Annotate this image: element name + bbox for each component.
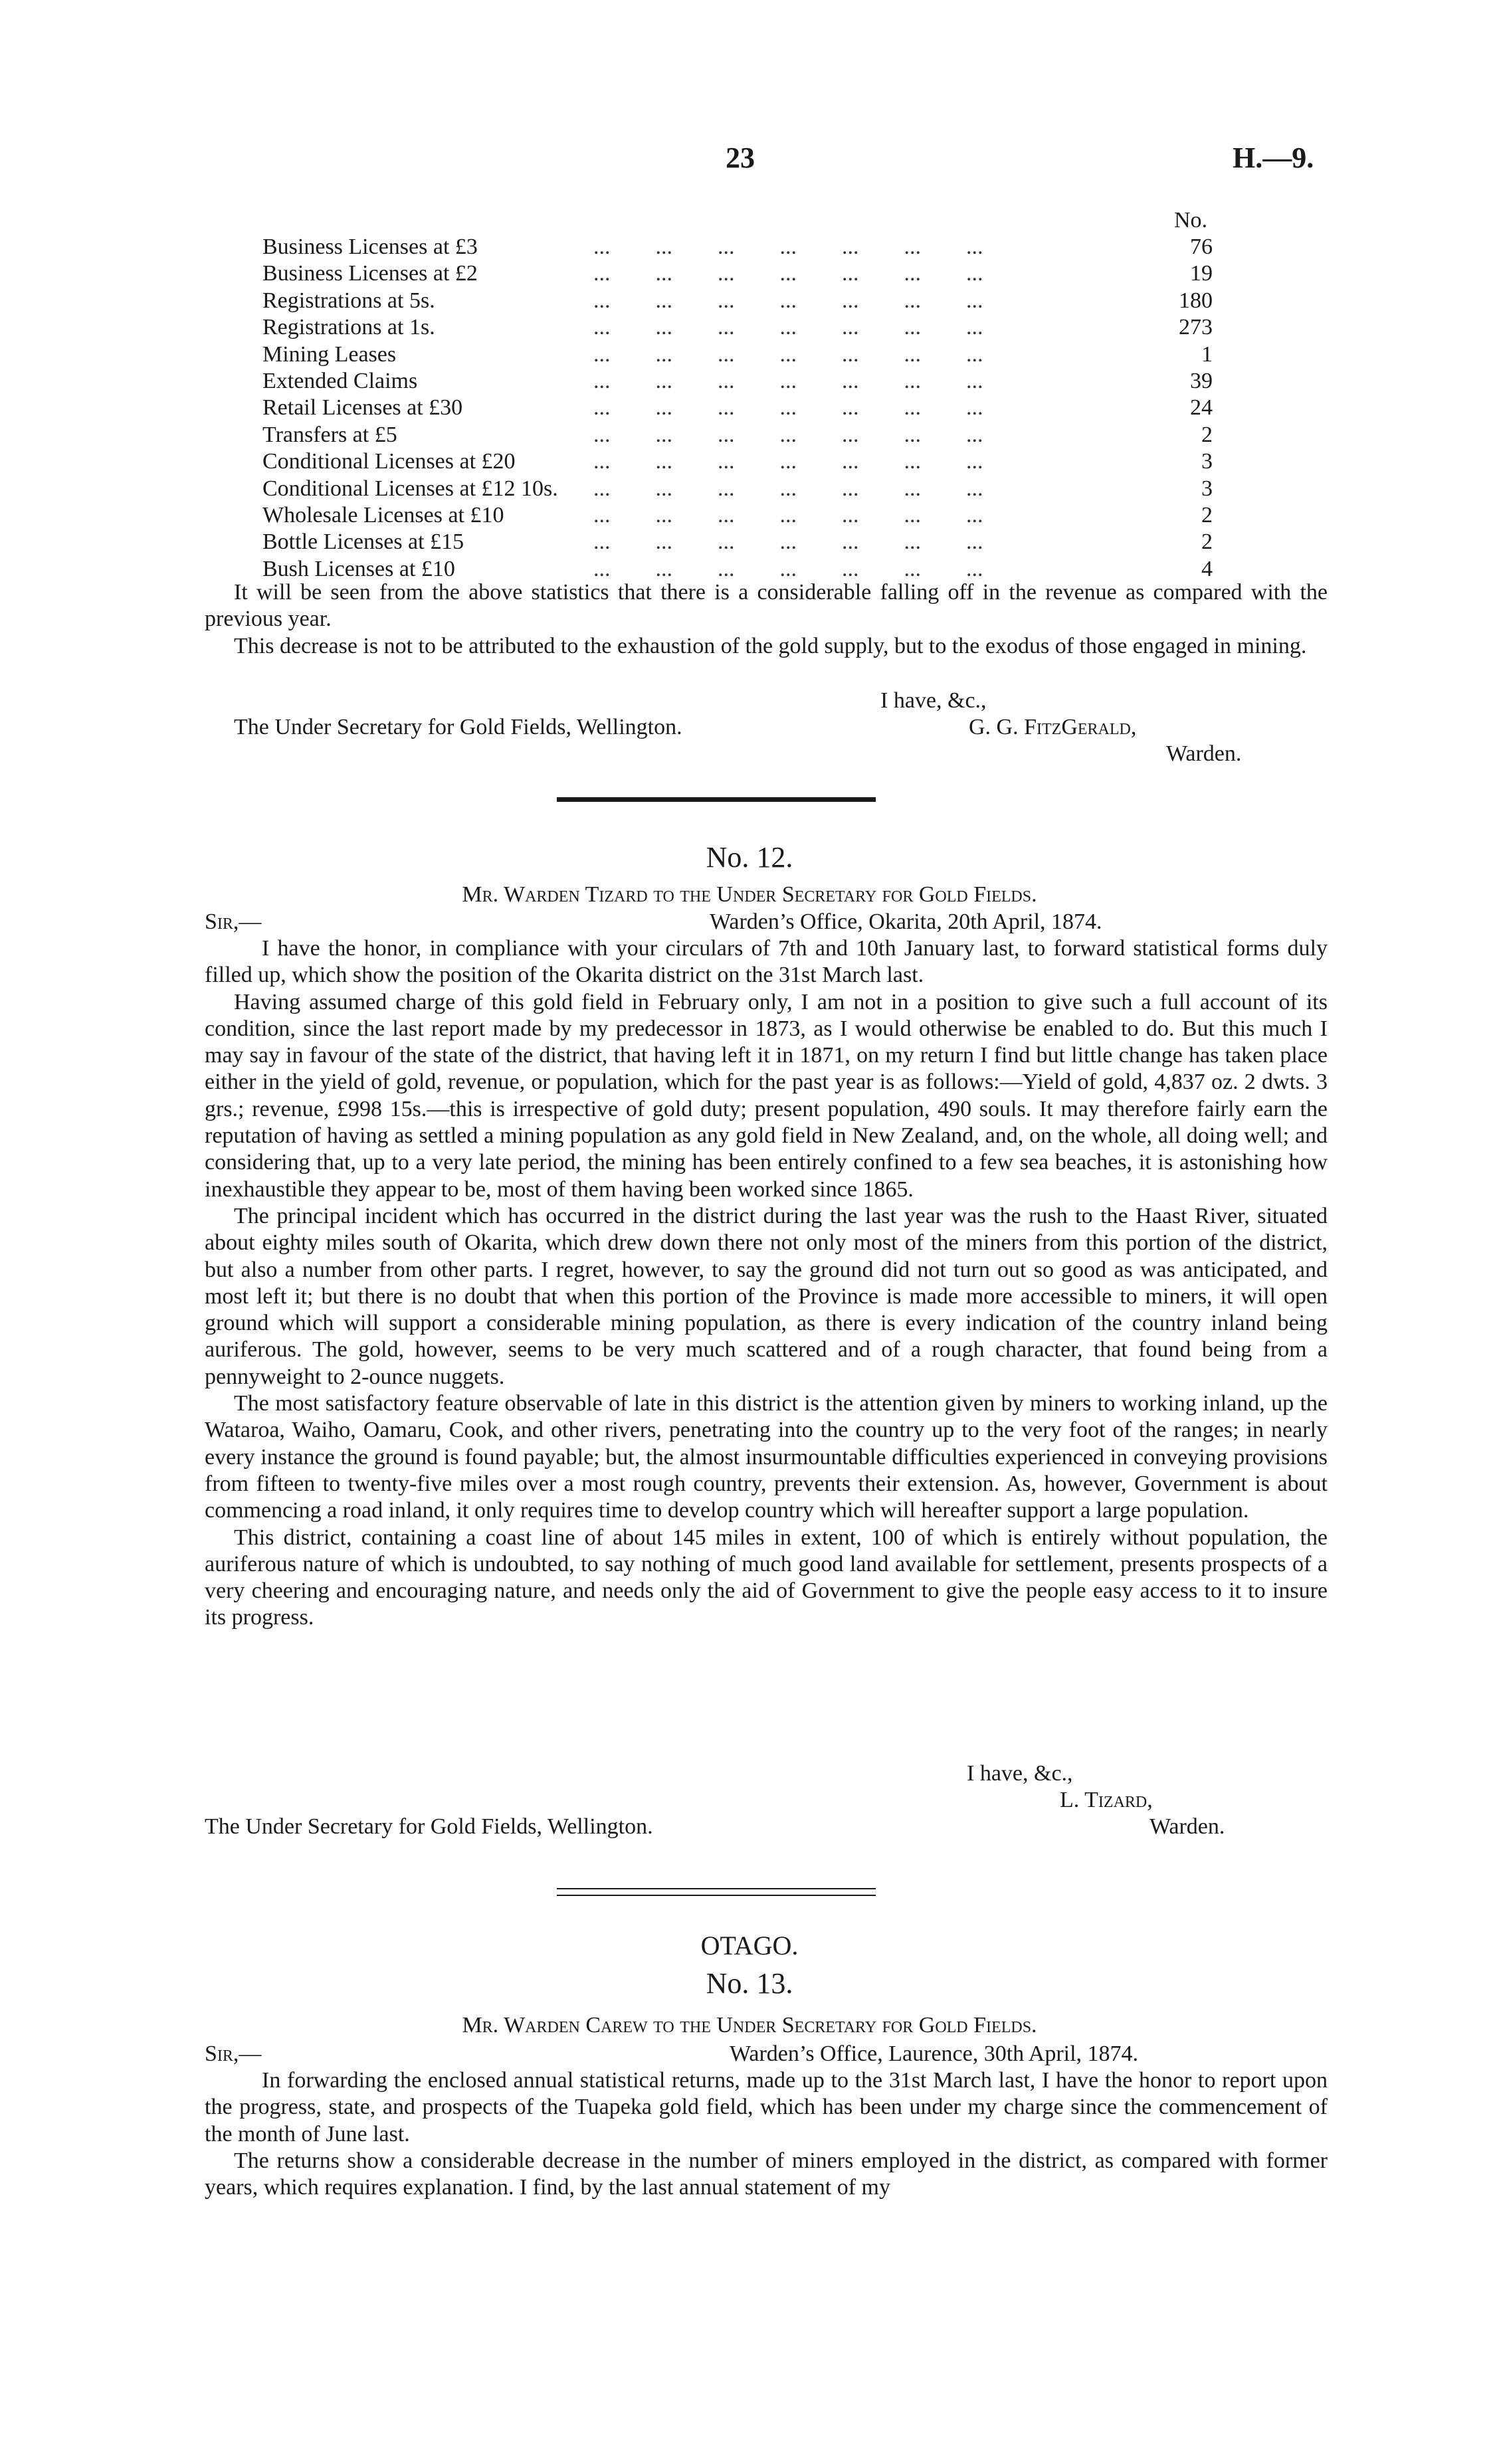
licence-count: 76 [1190,235,1213,259]
page-number: 23 [726,142,755,174]
licence-label: Extended Claims [262,368,418,393]
dot-leader: ... ... ... ... ... ... ... [593,235,983,259]
letter-heading: Mr. Warden Tizard to the Under Secretary for Gold Fields. [462,882,1037,907]
licence-count: 24 [1190,395,1213,421]
addressee: The Under Secretary for Gold Fields, Wellington. [205,1814,653,1839]
paragraph: The returns show a considerable decrease in the number of miners employed in the district, as compared with former years, which requires explanation. I find, by the last annual statement of my [205,2148,1328,2200]
licence-count: 180 [1179,288,1213,313]
licence-label: Conditional Licenses at £20 [262,449,516,474]
table-row [262,234,1213,260]
licence-count: 39 [1190,368,1213,393]
table-row [262,476,1213,502]
table-row [262,395,1213,421]
document-reference: H.—9. [1233,142,1314,174]
table-row [262,422,1213,448]
paragraph: I have the honor, in compliance with your circulars of 7th and 10th January last, to forward statistical forms duly filled up, which show the position of the Okarita district on the 31st March last. [205,936,1328,988]
dot-leader: ... ... ... ... ... ... ... [593,529,983,555]
licence-label: Conditional Licenses at £12 10s. [262,476,558,501]
dot-leader: ... ... ... ... ... ... ... [593,449,983,474]
dot-leader: ... ... ... ... ... ... ... [593,315,983,340]
letter-number: No. 13. [706,1967,793,2000]
paragraph: This decrease is not to be attributed to the exhaustion of the gold supply, but to the exodus of those engaged in mining. [234,633,1307,658]
signature-title: Warden. [1149,1814,1225,1839]
licence-count: 1 [1201,341,1213,367]
licence-label: Business Licenses at £2 [262,261,478,286]
licence-label: Mining Leases [262,341,397,367]
table-row [262,260,1213,287]
closing: I have, &c., [967,1761,1073,1786]
table-row [262,288,1213,314]
section-divider [557,1888,876,1896]
licence-count: 3 [1201,449,1213,474]
licence-count: 3 [1201,476,1213,501]
dot-leader: ... ... ... ... ... ... ... [593,502,983,527]
signature: G. G. FitzGerald, [969,715,1137,739]
table-row [262,448,1213,475]
letter-number: No. 12. [706,841,793,874]
dot-leader: ... ... ... ... ... ... ... [593,288,983,313]
licence-count: 4 [1201,556,1213,581]
salutation: Sir,— [205,2041,262,2066]
addressee: The Under Secretary for Gold Fields, Wellington. [234,715,682,739]
paragraph: The principal incident which has occurred in the district during the last year was the rush to the Haast River, situated about eighty miles south of Okarita, which drew down there not only most of the miners from this portion of the district, but also a number from other parts. I regret, however, to say the ground did not turn out so good as was anticipated, and most left it; but there is no doubt that when this portion of the Province is made more accessible to miners, it will open ground which will support a considerable mining population, as there is every indication of the country inland being auriferous. The gold, however, seems to be very much scattered and of a rough character, that found being from a pennyweight to 2-ounce nuggets. [205,1203,1328,1389]
signature-title: Warden. [1166,741,1242,766]
table-row [262,341,1213,368]
licence-count: 2 [1201,529,1213,555]
section-title: OTAGO. [700,1931,799,1960]
dot-leader: ... ... ... ... ... ... ... [593,261,983,286]
dateline: Warden’s Office, Laurence, 30th April, 1874. [730,2041,1139,2066]
table-row [262,502,1213,529]
salutation: Sir,— [205,909,262,934]
licence-count: 19 [1190,261,1213,286]
paragraph: In forwarding the enclosed annual statistical returns, made up to the 31st March last, I have the honor to report upon the progress, state, and prospects of the Tuapeka gold field, which has been under my charge since the commencement of the month of June last. [205,2068,1328,2146]
licence-label: Registrations at 5s. [262,288,435,313]
licence-label: Retail Licenses at £30 [262,395,463,421]
licence-label: Registrations at 1s. [262,315,435,340]
paragraph: It will be seen from the above statistics that there is a considerable falling off in the revenue as compared with the previous year. [205,580,1328,632]
letter-11-body [205,579,1328,660]
letter-13-body [205,2067,1328,2201]
dateline: Warden’s Office, Okarita, 20th April, 1874. [710,909,1102,934]
licence-count: 2 [1201,422,1213,447]
letter-12-body [205,935,1328,1632]
signature: L. Tizard, [1060,1788,1153,1812]
closing: I have, &c., [880,688,987,713]
table-row [262,529,1213,555]
table-column-header: No. [1173,208,1207,233]
dot-leader: ... ... ... ... ... ... ... [593,556,983,581]
licence-label: Bush Licenses at £10 [262,556,455,581]
licence-table [262,207,1213,583]
paragraph: This district, containing a coast line of about 145 miles in extent, 100 of which is entirely without population, the auriferous nature of which is undoubted, to say nothing of much good land available for settlement, presents prospects of a very cheering and encouraging nature, and needs only the aid of Government to give the people easy access to it to insure its progress. [205,1525,1328,1630]
letter-heading: Mr. Warden Carew to the Under Secretary for Gold Fields. [462,2013,1037,2038]
section-divider [557,797,876,802]
licence-label: Business Licenses at £3 [262,235,478,259]
licence-label: Transfers at £5 [262,422,397,447]
dot-leader: ... ... ... ... ... ... ... [593,476,983,501]
dot-leader: ... ... ... ... ... ... ... [593,395,983,421]
table-row [262,368,1213,395]
table-row [262,314,1213,341]
licence-label: Bottle Licenses at £15 [262,529,464,555]
paragraph: Having assumed charge of this gold field in February only, I am not in a position to give such a full account of its condition, since the last report made by my predecessor in 1873, as I would otherwise be enabled to do. But this much I may say in favour of the state of the district, that having left it in 1871, on my return I find but little change has taken place either in the yield of gold, revenue, or population, which for the past year is as follows:—Yield of gold, 4,837 oz. 2 dwts. 3 grs.; revenue, £998 15s.—this is irrespective of gold duty; present population, 490 souls. It may therefore fairly earn the reputation of having as settled a mining population as any gold field in New Zealand, and, on the whole, all doing well; and considering that, up to a very late period, the mining has been entirely confined to a few sea beaches, it is astonishing how inexhaustible they appear to be, most of them having been worked since 1865. [205,989,1328,1202]
dot-leader: ... ... ... ... ... ... ... [593,368,983,393]
licence-count: 273 [1179,315,1213,340]
licence-count: 2 [1201,502,1213,527]
dot-leader: ... ... ... ... ... ... ... [593,341,983,367]
paragraph: The most satisfactory feature observable of late in this district is the attention given by miners to working inland, up the Wataroa, Waiho, Oamaru, Cook, and other rivers, penetrating into the country up to the very foot of the ranges; in nearly every instance the ground is found payable; but, the almost insurmountable difficulties experienced in conveying provisions from fifteen to twenty-five miles over a most rough country, prevents their extension. As, however, Government is about commencing a road inland, it only requires time to develop country which will hereafter support a large population. [205,1391,1328,1523]
dot-leader: ... ... ... ... ... ... ... [593,422,983,447]
licence-label: Wholesale Licenses at £10 [262,502,504,527]
